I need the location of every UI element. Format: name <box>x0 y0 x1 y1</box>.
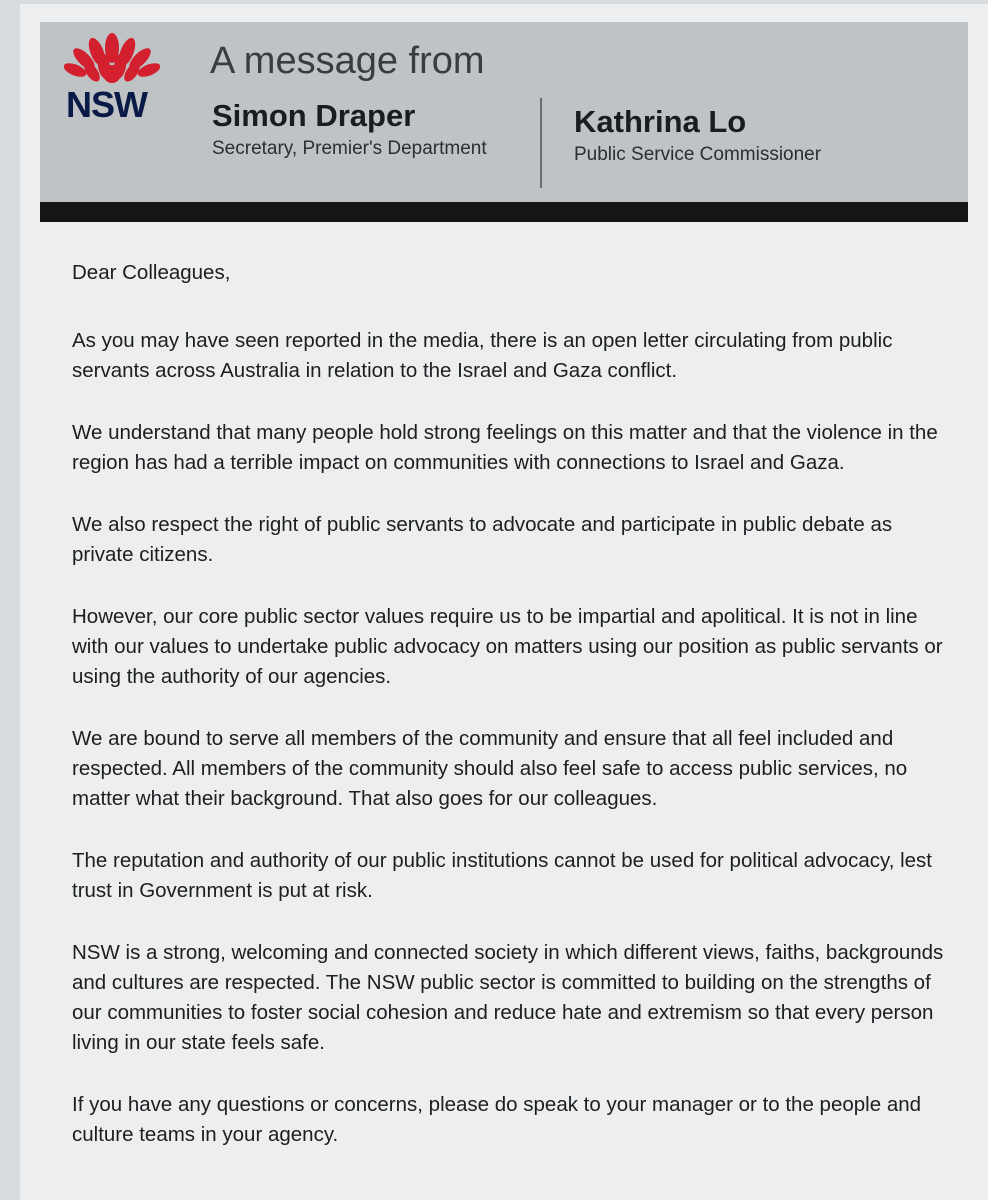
header-kicker: A message from <box>210 40 485 82</box>
nsw-logo <box>60 30 170 130</box>
paragraph: If you have any questions or concerns, please do speak to your manager or to the people and culture teams in your agency. <box>72 1093 922 1146</box>
header-banner <box>40 22 968 202</box>
salutation: Dear Colleagues, <box>72 261 231 284</box>
paragraph: The reputation and authority of our public institutions cannot be used for political advocacy, lest trust in Government is put at risk. <box>72 849 932 902</box>
paragraph: We understand that many people hold strong feelings on this matter and that the violence in the region has had a terrible impact on communities with connections to Israel and Gaza. <box>72 421 938 474</box>
paragraph: NSW is a strong, welcoming and connected society in which different views, faiths, backgrounds and cultures are respected. The NSW public sector is committed to building on the strengths of our communities to foster social cohesion and reduce hate and extremism so that every person living in our state feels safe. <box>72 941 944 1054</box>
sender-role-left: Secretary, Premier's Department <box>212 138 487 159</box>
paragraph: As you may have seen reported in the media, there is an open letter circulating from public servants across Australia in relation to the Israel and Gaza conflict. <box>72 329 893 382</box>
header-rule <box>40 202 968 222</box>
sender-name-left: Simon Draper <box>212 98 416 133</box>
header-divider <box>540 98 542 188</box>
letter-body <box>72 258 952 1182</box>
paragraph: However, our core public sector values require us to be impartial and apolitical. It is not in line with our values to undertake public advocacy on matters using our position as public servants or using the authority of our agencies. <box>72 605 943 688</box>
paragraph: We are bound to serve all members of the community and ensure that all feel included and respected. All members of the community should also feel safe to access public services, no matter what their background. That also goes for our colleagues. <box>72 727 908 810</box>
logo-wordmark: NSW <box>66 84 147 125</box>
sender-role-right: Public Service Commissioner <box>574 144 822 165</box>
sender-name-right: Kathrina Lo <box>574 104 747 139</box>
paragraph: We also respect the right of public servants to advocate and participate in public debate as private citizens. <box>72 513 893 566</box>
waratah-icon <box>64 30 160 86</box>
